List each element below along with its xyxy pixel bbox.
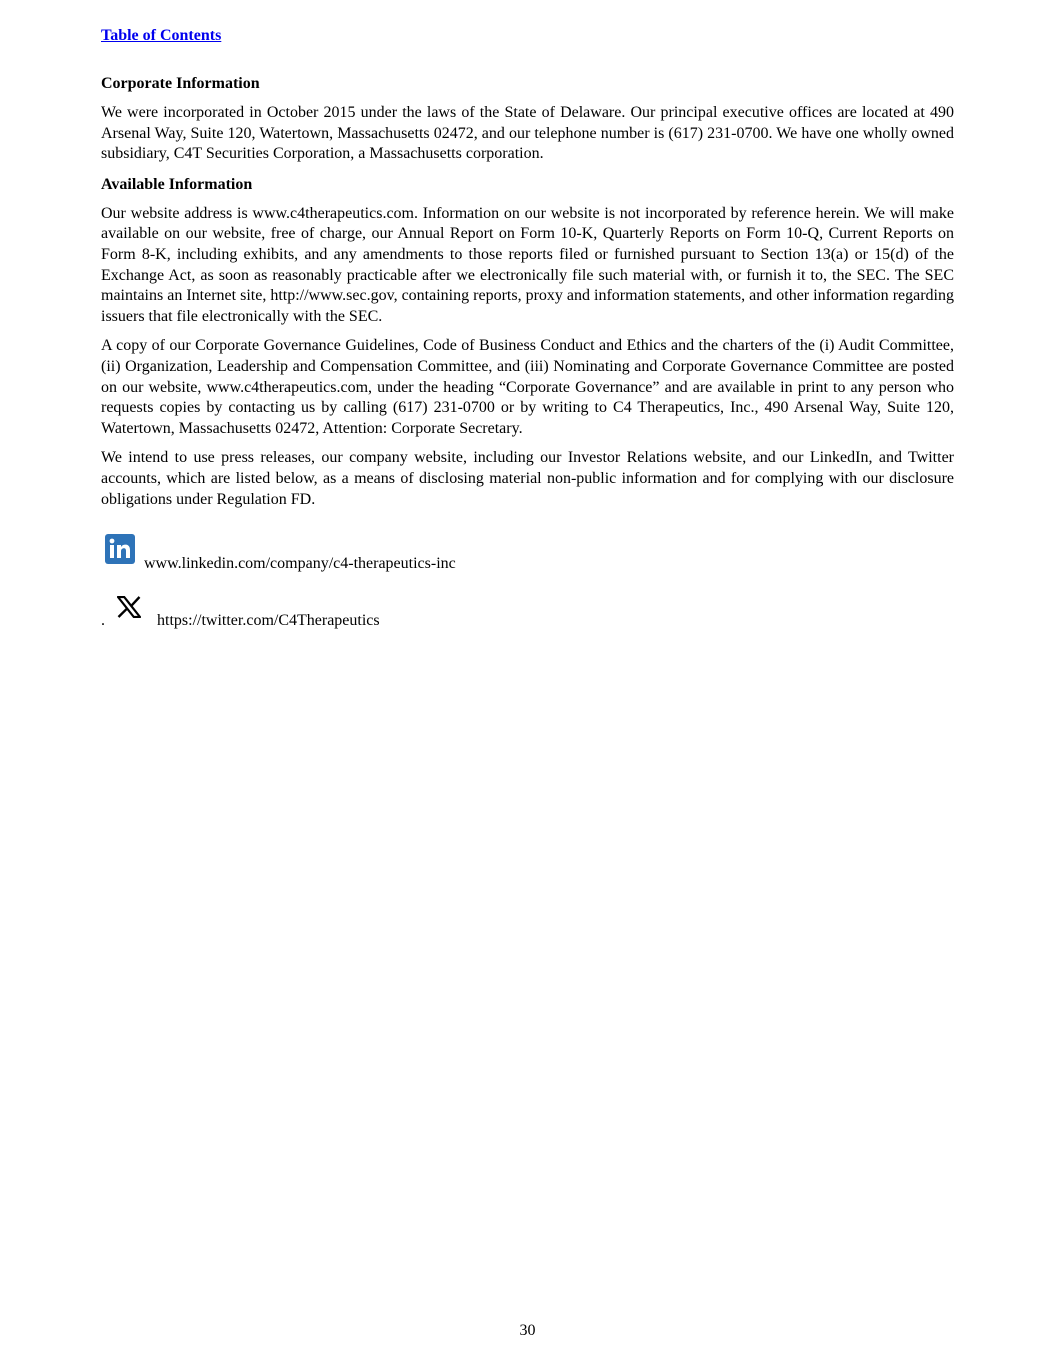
corporate-information-heading: Corporate Information <box>101 75 260 92</box>
available-information-paragraph-website: Our website address is www.c4therapeutics.com. Information on our website is not incorporated by reference herein. We will make available on our website, free of charge, our Annual Report on Form 10-K, Quarterly Reports on Form 10-Q, Current Reports on Form 8-K, including exhibits, and any amendments to those reports filed or furnished pursuant to Section 13(a) or 15(d) of the Exchange Act, as soon as reasonably practicable after we electronically file such material with, or furnish it to, the SEC. The SEC maintains an Internet site, http://www.sec.gov, containing reports, proxy and information statements, and other information regarding issuers that file electronically with the SEC. <box>101 204 954 325</box>
twitter-url[interactable]: https://twitter.com/C4Therapeutics <box>157 612 380 629</box>
document-body <box>101 73 954 519</box>
table-of-contents-link[interactable]: Table of Contents <box>101 27 222 44</box>
available-information-paragraph-governance: A copy of our Corporate Governance Guidelines, Code of Business Conduct and Ethics and the charters of the (i) Audit Committee, (ii) Organization, Leadership and Compensation Committee, and (iii) Nominating and Corporate Governance Committee are posted on our website, www.c4therapeutics.com, under the heading “Corporate Governance” and are available in print to any person who requests copies by contacting us by calling (617) 231-0700 or by writing to C4 Therapeutics, Inc., 490 Arsenal Way, Suite 120, Watertown, Massachusetts 02472, Attention: Corporate Secretary. <box>101 337 954 437</box>
x-twitter-icon <box>117 596 141 618</box>
available-information-heading: Available Information <box>101 175 253 193</box>
linkedin-url[interactable]: www.linkedin.com/company/c4-therapeutics-inc <box>144 555 456 572</box>
corporate-information-paragraph: We were incorporated in October 2015 under the laws of the State of Delaware. Our principal executive offices are located at 490 Arsenal Way, Suite 120, Watertown, Massachusetts 02472, and our telephone number is (617) 231-0700. We have one wholly owned subsidiary, C4T Securities Corporation, a Massachusetts corporation. <box>101 104 954 163</box>
page-number: 30 <box>519 1322 536 1339</box>
twitter-bullet: . <box>101 612 105 629</box>
available-information-paragraph-disclosure: We intend to use press releases, our company website, including our Investor Relations website, and our LinkedIn, and Twitter accounts, which are listed below, as a means of disclosing material non-public information and for complying with our disclosure obligations under Regulation FD. <box>101 449 954 508</box>
linkedin-icon <box>105 534 135 564</box>
